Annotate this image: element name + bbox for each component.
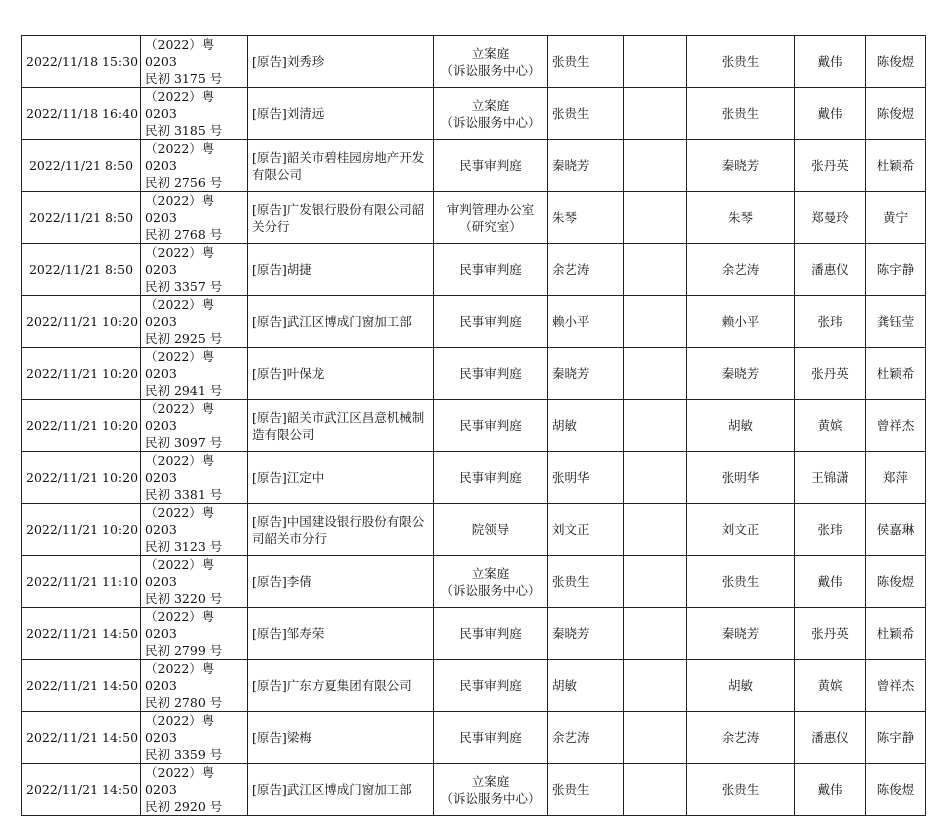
clerk-cell-text: 陈宇静: [876, 730, 915, 745]
department-cell: [434, 192, 548, 244]
hearing-time-cell-text: 2022/11/21 10:20: [26, 314, 139, 329]
judge-cell: [548, 712, 624, 764]
presiding-judge-cell-text: 张贵生: [721, 782, 760, 797]
department-cell-text: （诉讼服务中心）: [440, 62, 541, 78]
panel-member-cell-text: 张玮: [817, 314, 843, 329]
department-cell: [434, 88, 548, 140]
case-number-cell-text: （2022）粤 0203: [145, 37, 215, 69]
hearing-time-cell-text: 2022/11/21 8:50: [28, 158, 134, 173]
case-number-cell: [141, 348, 248, 400]
presiding-judge-cell-text: 秦晓芳: [721, 626, 760, 641]
department-cell-text: 立案庭: [471, 565, 510, 581]
hearing-time-cell-text: 2022/11/21 14:50: [26, 730, 139, 745]
case-number-cell-text: 民初 3220 号: [145, 591, 223, 606]
presiding-judge-cell: [687, 244, 795, 296]
presiding-judge-cell-text: 张贵生: [721, 574, 760, 589]
party-cell: [248, 712, 434, 764]
clerk-cell: [866, 764, 926, 816]
hearing-time-cell: [22, 764, 141, 816]
clerk-cell: [866, 296, 926, 348]
department-cell-text: 民事审判庭: [459, 678, 522, 693]
judge-cell-text: 刘文正: [552, 522, 590, 537]
judge-cell: [548, 36, 624, 88]
case-number-cell: [141, 660, 248, 712]
panel-member-cell-text: 张玮: [817, 522, 843, 537]
party-cell: [248, 244, 434, 296]
clerk-cell: [866, 192, 926, 244]
case-number-cell-text: 民初 2941 号: [145, 383, 223, 398]
table-row: [22, 36, 926, 88]
clerk-cell-text: 郑萍: [882, 470, 908, 485]
case-number-cell-text: （2022）粤 0203: [145, 557, 215, 589]
panel-member-cell-text: 郑曼玲: [811, 210, 849, 225]
table-row: [22, 556, 926, 608]
table-row: [22, 88, 926, 140]
party-cell: [248, 36, 434, 88]
judge-cell-text: 胡敏: [552, 418, 578, 433]
table-row: [22, 452, 926, 504]
clerk-cell: [866, 36, 926, 88]
judge-cell-text: 朱琴: [552, 210, 578, 225]
judge-cell: [548, 140, 624, 192]
presiding-judge-cell: [687, 556, 795, 608]
hearing-rows: [22, 36, 926, 816]
case-number-cell-text: （2022）粤 0203: [145, 713, 215, 745]
department-cell-text: 民事审判庭: [459, 626, 522, 641]
case-number-cell-text: （2022）粤 0203: [145, 609, 215, 641]
presiding-judge-cell-text: 余艺涛: [721, 262, 760, 277]
hearing-time-cell-text: 2022/11/21 10:20: [26, 522, 139, 537]
presiding-judge-cell-text: 刘文正: [721, 522, 760, 537]
presiding-judge-cell: [687, 504, 795, 556]
panel-member-cell-text: 张丹英: [811, 158, 849, 173]
case-number-cell: [141, 192, 248, 244]
panel-member-cell: [795, 504, 866, 556]
case-number-cell: [141, 556, 248, 608]
judge-cell: [548, 88, 624, 140]
hearing-time-cell: [22, 660, 141, 712]
party-cell-text: [原告]广发银行股份有限公司韶关分行: [252, 201, 425, 234]
department-cell-text: 民事审判庭: [459, 418, 522, 433]
clerk-cell-text: 黄宁: [882, 210, 908, 225]
panel-member-cell-text: 潘惠仪: [811, 730, 849, 745]
table-row: [22, 400, 926, 452]
presiding-judge-cell: [687, 36, 795, 88]
blank-cell: [624, 608, 687, 660]
case-number-cell: [141, 712, 248, 764]
blank-cell: [624, 192, 687, 244]
clerk-cell: [866, 88, 926, 140]
case-number-cell-text: （2022）粤 0203: [145, 245, 215, 277]
hearing-time-cell-text: 2022/11/21 8:50: [28, 262, 134, 277]
party-cell-text: [原告]李倩: [252, 574, 312, 589]
panel-member-cell: [795, 192, 866, 244]
blank-cell: [624, 244, 687, 296]
department-cell: [434, 504, 548, 556]
clerk-cell: [866, 140, 926, 192]
case-number-cell-text: 民初 3175 号: [145, 71, 223, 86]
clerk-cell-text: 陈俊煜: [876, 574, 915, 589]
clerk-cell-text: 陈俊煜: [876, 106, 915, 121]
department-cell-text: （诉讼服务中心）: [440, 790, 541, 806]
hearing-time-cell: [22, 556, 141, 608]
presiding-judge-cell: [687, 608, 795, 660]
hearing-time-cell-text: 2022/11/21 10:20: [26, 470, 139, 485]
party-cell: [248, 764, 434, 816]
hearing-time-cell: [22, 88, 141, 140]
clerk-cell: [866, 556, 926, 608]
party-cell-text: [原告]胡捷: [252, 262, 312, 277]
judge-cell: [548, 504, 624, 556]
department-cell: [434, 452, 548, 504]
panel-member-cell: [795, 712, 866, 764]
presiding-judge-cell: [687, 348, 795, 400]
case-number-cell-text: （2022）粤 0203: [145, 349, 215, 381]
panel-member-cell-text: 戴伟: [817, 54, 843, 69]
clerk-cell-text: 杜颖希: [876, 158, 915, 173]
case-number-cell: [141, 504, 248, 556]
department-cell-text: 立案庭: [471, 773, 510, 789]
presiding-judge-cell: [687, 88, 795, 140]
case-number-cell-text: （2022）粤 0203: [145, 193, 215, 225]
case-number-cell-text: （2022）粤 0203: [145, 141, 215, 173]
case-number-cell-text: 民初 3123 号: [145, 539, 223, 554]
presiding-judge-cell-text: 朱琴: [727, 210, 753, 225]
clerk-cell-text: 曾祥杰: [876, 678, 915, 693]
department-cell-text: 民事审判庭: [459, 730, 522, 745]
judge-cell-text: 秦晓芳: [552, 366, 590, 381]
blank-cell: [624, 660, 687, 712]
department-cell-text: 民事审判庭: [459, 470, 522, 485]
case-number-cell-text: 民初 3357 号: [145, 279, 223, 294]
panel-member-cell: [795, 296, 866, 348]
table-row: [22, 140, 926, 192]
blank-cell: [624, 36, 687, 88]
department-cell-text: 民事审判庭: [459, 158, 522, 173]
case-number-cell: [141, 36, 248, 88]
judge-cell-text: 张贵生: [552, 782, 590, 797]
clerk-cell: [866, 608, 926, 660]
case-number-cell-text: 民初 2768 号: [145, 227, 223, 242]
presiding-judge-cell-text: 张明华: [721, 470, 760, 485]
case-number-cell: [141, 140, 248, 192]
case-number-cell-text: 民初 2920 号: [145, 799, 223, 814]
judge-cell: [548, 764, 624, 816]
panel-member-cell-text: 王锦潇: [811, 470, 849, 485]
table-row: [22, 244, 926, 296]
hearing-time-cell-text: 2022/11/21 11:10: [26, 574, 139, 589]
judge-cell: [548, 400, 624, 452]
judge-cell-text: 张贵生: [552, 106, 590, 121]
panel-member-cell: [795, 400, 866, 452]
party-cell-text: [原告]梁梅: [252, 730, 312, 745]
judge-cell: [548, 556, 624, 608]
department-cell: [434, 712, 548, 764]
hearing-time-cell-text: 2022/11/21 14:50: [26, 626, 139, 641]
hearing-time-cell: [22, 452, 141, 504]
party-cell: [248, 140, 434, 192]
panel-member-cell: [795, 88, 866, 140]
party-cell: [248, 608, 434, 660]
party-cell-text: [原告]韶关市碧桂园房地产开发有限公司: [252, 149, 425, 182]
panel-member-cell-text: 戴伟: [817, 782, 843, 797]
table-row: [22, 348, 926, 400]
hearing-time-cell-text: 2022/11/21 10:20: [26, 418, 139, 433]
clerk-cell-text: 陈俊煜: [876, 782, 915, 797]
blank-cell: [624, 452, 687, 504]
department-cell-text: 民事审判庭: [459, 262, 522, 277]
presiding-judge-cell: [687, 192, 795, 244]
presiding-judge-cell-text: 赖小平: [721, 314, 760, 329]
hearing-time-cell: [22, 348, 141, 400]
hearing-time-cell: [22, 504, 141, 556]
department-cell-text: 民事审判庭: [459, 314, 522, 329]
judge-cell-text: 赖小平: [552, 314, 590, 329]
panel-member-cell-text: 黄嫔: [817, 418, 843, 433]
judge-cell-text: 张贵生: [552, 574, 590, 589]
clerk-cell: [866, 400, 926, 452]
panel-member-cell-text: 张丹英: [811, 626, 849, 641]
panel-member-cell: [795, 764, 866, 816]
judge-cell: [548, 192, 624, 244]
blank-cell: [624, 348, 687, 400]
blank-cell: [624, 504, 687, 556]
judge-cell-text: 余艺涛: [552, 730, 590, 745]
hearing-time-cell: [22, 608, 141, 660]
department-cell: [434, 400, 548, 452]
department-cell: [434, 660, 548, 712]
hearing-time-cell: [22, 36, 141, 88]
table-row: [22, 504, 926, 556]
presiding-judge-cell-text: 张贵生: [721, 54, 760, 69]
party-cell: [248, 88, 434, 140]
department-cell-text: （诉讼服务中心）: [440, 114, 541, 130]
clerk-cell: [866, 452, 926, 504]
party-cell-text: [原告]刘清远: [252, 106, 325, 121]
hearing-time-cell: [22, 712, 141, 764]
case-number-cell-text: 民初 2780 号: [145, 695, 223, 710]
case-number-cell-text: 民初 3097 号: [145, 435, 223, 450]
panel-member-cell: [795, 348, 866, 400]
blank-cell: [624, 400, 687, 452]
party-cell: [248, 192, 434, 244]
panel-member-cell: [795, 244, 866, 296]
case-number-cell-text: （2022）粤 0203: [145, 89, 215, 121]
party-cell: [248, 400, 434, 452]
panel-member-cell-text: 戴伟: [817, 106, 843, 121]
clerk-cell-text: 侯嘉琳: [876, 522, 915, 537]
party-cell-text: [原告]广东方夏集团有限公司: [252, 678, 412, 693]
panel-member-cell-text: 潘惠仪: [811, 262, 849, 277]
department-cell-text: 院领导: [471, 522, 510, 537]
department-cell: [434, 764, 548, 816]
hearing-time-cell: [22, 140, 141, 192]
clerk-cell-text: 陈宇静: [876, 262, 915, 277]
clerk-cell: [866, 244, 926, 296]
table-row: [22, 660, 926, 712]
clerk-cell: [866, 348, 926, 400]
panel-member-cell: [795, 556, 866, 608]
case-number-cell-text: （2022）粤 0203: [145, 453, 215, 485]
table-row: [22, 608, 926, 660]
case-number-cell-text: 民初 3185 号: [145, 123, 223, 138]
department-cell-text: （诉讼服务中心）: [440, 582, 541, 598]
department-cell-text: （研究室）: [459, 218, 522, 234]
table-row: [22, 764, 926, 816]
panel-member-cell-text: 张丹英: [811, 366, 849, 381]
presiding-judge-cell: [687, 660, 795, 712]
case-number-cell: [141, 296, 248, 348]
presiding-judge-cell: [687, 296, 795, 348]
judge-cell: [548, 296, 624, 348]
department-cell-text: 民事审判庭: [459, 366, 522, 381]
party-cell-text: [原告]叶保龙: [252, 366, 325, 381]
panel-member-cell: [795, 36, 866, 88]
case-number-cell: [141, 88, 248, 140]
hearing-time-cell-text: 2022/11/21 14:50: [26, 678, 139, 693]
presiding-judge-cell-text: 秦晓芳: [721, 366, 760, 381]
hearing-time-cell-text: 2022/11/18 15:30: [26, 54, 139, 69]
judge-cell-text: 胡敏: [552, 678, 578, 693]
presiding-judge-cell: [687, 400, 795, 452]
hearing-time-cell-text: 2022/11/21 8:50: [28, 210, 134, 225]
case-number-cell-text: （2022）粤 0203: [145, 661, 215, 693]
blank-cell: [624, 712, 687, 764]
presiding-judge-cell: [687, 140, 795, 192]
case-number-cell-text: 民初 2756 号: [145, 175, 223, 190]
department-cell: [434, 36, 548, 88]
party-cell: [248, 296, 434, 348]
department-cell: [434, 296, 548, 348]
party-cell: [248, 504, 434, 556]
case-number-cell-text: 民初 3381 号: [145, 487, 223, 502]
hearing-time-cell: [22, 192, 141, 244]
hearing-time-cell-text: 2022/11/21 10:20: [26, 366, 139, 381]
presiding-judge-cell: [687, 764, 795, 816]
judge-cell-text: 余艺涛: [552, 262, 590, 277]
presiding-judge-cell: [687, 712, 795, 764]
department-cell-text: 立案庭: [471, 45, 510, 61]
party-cell-text: [原告]刘秀珍: [252, 54, 325, 69]
panel-member-cell: [795, 660, 866, 712]
presiding-judge-cell-text: 张贵生: [721, 106, 760, 121]
hearing-time-cell: [22, 296, 141, 348]
department-cell: [434, 556, 548, 608]
case-number-cell: [141, 244, 248, 296]
clerk-cell: [866, 504, 926, 556]
judge-cell-text: 张明华: [552, 470, 590, 485]
blank-cell: [624, 88, 687, 140]
case-number-cell-text: （2022）粤 0203: [145, 401, 215, 433]
party-cell-text: [原告]武江区博成门窗加工部: [252, 782, 412, 797]
panel-member-cell-text: 戴伟: [817, 574, 843, 589]
table-row: [22, 296, 926, 348]
party-cell: [248, 556, 434, 608]
panel-member-cell: [795, 452, 866, 504]
case-number-cell-text: 民初 2925 号: [145, 331, 223, 346]
case-number-cell-text: 民初 3359 号: [145, 747, 223, 762]
department-cell: [434, 348, 548, 400]
case-number-cell-text: 民初 2799 号: [145, 643, 223, 658]
hearing-time-cell-text: 2022/11/18 16:40: [26, 106, 139, 121]
case-number-cell-text: （2022）粤 0203: [145, 297, 215, 329]
clerk-cell-text: 陈俊煜: [876, 54, 915, 69]
presiding-judge-cell-text: 胡敏: [727, 418, 753, 433]
blank-cell: [624, 296, 687, 348]
clerk-cell-text: 杜颖希: [876, 366, 915, 381]
clerk-cell-text: 曾祥杰: [876, 418, 915, 433]
hearing-time-cell: [22, 244, 141, 296]
blank-cell: [624, 140, 687, 192]
panel-member-cell: [795, 608, 866, 660]
judge-cell: [548, 452, 624, 504]
department-cell-text: 立案庭: [471, 97, 510, 113]
party-cell-text: [原告]中国建设银行股份有限公司韶关市分行: [252, 513, 425, 546]
clerk-cell-text: 龚钰莹: [876, 314, 915, 329]
department-cell: [434, 608, 548, 660]
presiding-judge-cell-text: 胡敏: [727, 678, 753, 693]
party-cell-text: [原告]邹寿荣: [252, 626, 325, 641]
judge-cell: [548, 348, 624, 400]
hearing-time-cell-text: 2022/11/21 14:50: [26, 782, 139, 797]
case-number-cell-text: （2022）粤 0203: [145, 765, 215, 797]
table-row: [22, 192, 926, 244]
party-cell-text: [原告]武江区博成门窗加工部: [252, 314, 412, 329]
clerk-cell: [866, 712, 926, 764]
presiding-judge-cell: [687, 452, 795, 504]
case-number-cell: [141, 400, 248, 452]
party-cell: [248, 452, 434, 504]
party-cell-text: [原告]江定中: [252, 470, 325, 485]
department-cell: [434, 140, 548, 192]
judge-cell-text: 秦晓芳: [552, 158, 590, 173]
hearing-schedule-table: [21, 35, 926, 816]
judge-cell-text: 张贵生: [552, 54, 590, 69]
department-cell: [434, 244, 548, 296]
judge-cell: [548, 608, 624, 660]
table-row: [22, 712, 926, 764]
clerk-cell: [866, 660, 926, 712]
blank-cell: [624, 764, 687, 816]
panel-member-cell-text: 黄嫔: [817, 678, 843, 693]
party-cell: [248, 660, 434, 712]
case-number-cell: [141, 764, 248, 816]
judge-cell: [548, 244, 624, 296]
hearing-time-cell: [22, 400, 141, 452]
department-cell-text: 审判管理办公室: [446, 201, 535, 217]
clerk-cell-text: 杜颖希: [876, 626, 915, 641]
case-number-cell: [141, 452, 248, 504]
presiding-judge-cell-text: 秦晓芳: [721, 158, 760, 173]
party-cell-text: [原告]韶关市武江区昌意机械制造有限公司: [252, 409, 425, 442]
case-number-cell-text: （2022）粤 0203: [145, 505, 215, 537]
blank-cell: [624, 556, 687, 608]
judge-cell: [548, 660, 624, 712]
presiding-judge-cell-text: 余艺涛: [721, 730, 760, 745]
party-cell: [248, 348, 434, 400]
panel-member-cell: [795, 140, 866, 192]
judge-cell-text: 秦晓芳: [552, 626, 590, 641]
case-number-cell: [141, 608, 248, 660]
